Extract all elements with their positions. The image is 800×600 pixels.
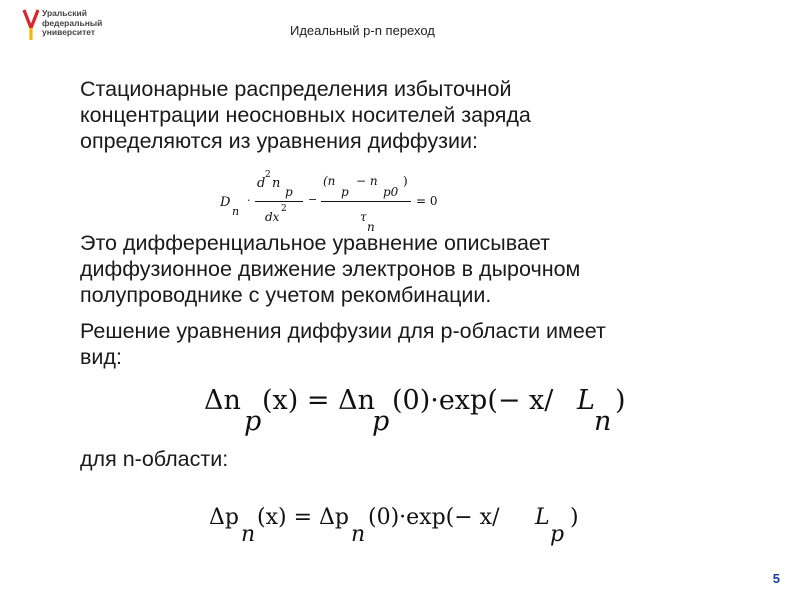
eq-dot: ·	[247, 194, 251, 207]
p-lhs-sub: p	[244, 406, 262, 437]
eq-den1-sup: 2	[281, 204, 287, 214]
p-L: L	[577, 385, 595, 416]
page-number: 5	[772, 571, 780, 586]
eq-den2-sub: n	[367, 220, 375, 234]
n-lhs-sub: n	[241, 522, 256, 547]
eq-num2-sub: p	[341, 185, 349, 199]
p-lhs: Δn	[204, 385, 241, 416]
fraction-bar-1	[255, 201, 303, 202]
eq-num2-close: )	[403, 174, 408, 188]
n-L: L	[535, 505, 550, 530]
eq-num1-sup: 2	[265, 170, 271, 180]
slide-title: Идеальный p-n переход	[290, 23, 435, 38]
eq-num2-minus: − n	[356, 174, 378, 188]
university-logo-icon	[22, 8, 40, 42]
logo-text: Уральский федеральный университет	[42, 8, 103, 37]
eq-D: D	[220, 195, 231, 210]
n-region-solution	[205, 500, 595, 555]
n-rest: (0)·exp(− x/	[368, 505, 500, 530]
p-L-sub: n	[594, 406, 612, 437]
p-close: )	[615, 385, 626, 416]
eq-num1-sub: p	[285, 185, 293, 199]
n-arg: (x) = Δp	[257, 505, 349, 530]
n-rhs-sub: n	[351, 522, 366, 547]
paragraph-n-region: для n-области:	[80, 447, 229, 471]
paragraph-p-region: Решение уравнения диффузии для p-области имеет вид:	[80, 319, 606, 369]
university-logo	[22, 6, 132, 46]
eq-minus: −	[308, 193, 318, 206]
eq-den2: τ	[360, 210, 367, 224]
n-lhs: Δp	[209, 505, 239, 530]
eq-num2: (n	[323, 174, 336, 188]
paragraph-description: Это дифференциальное уравнение описывает диффузионное движение электронов в дырочном полупроводнике с учетом рекомбинации.	[80, 231, 581, 307]
eq-equals: = 0	[416, 194, 438, 208]
fraction-bar-2	[321, 201, 411, 202]
paragraph-intro: Стационарные распределения избыточной концентрации неосновных носителей заряда определяются из уравнения диффузии:	[80, 77, 531, 153]
eq-num1-d: d	[257, 176, 266, 191]
p-region-solution	[200, 380, 640, 440]
n-close: )	[570, 505, 579, 530]
eq-num1-n: n	[272, 176, 281, 191]
n-L-sub: p	[550, 522, 565, 547]
p-rest: (0)·exp(− x/	[392, 385, 554, 416]
eq-D-sub: n	[232, 205, 240, 218]
p-rhs-sub: p	[372, 406, 390, 437]
p-arg: (x) = Δn	[262, 385, 375, 416]
eq-den1: dx	[265, 210, 280, 224]
eq-num2-sub2: p0	[383, 185, 399, 199]
